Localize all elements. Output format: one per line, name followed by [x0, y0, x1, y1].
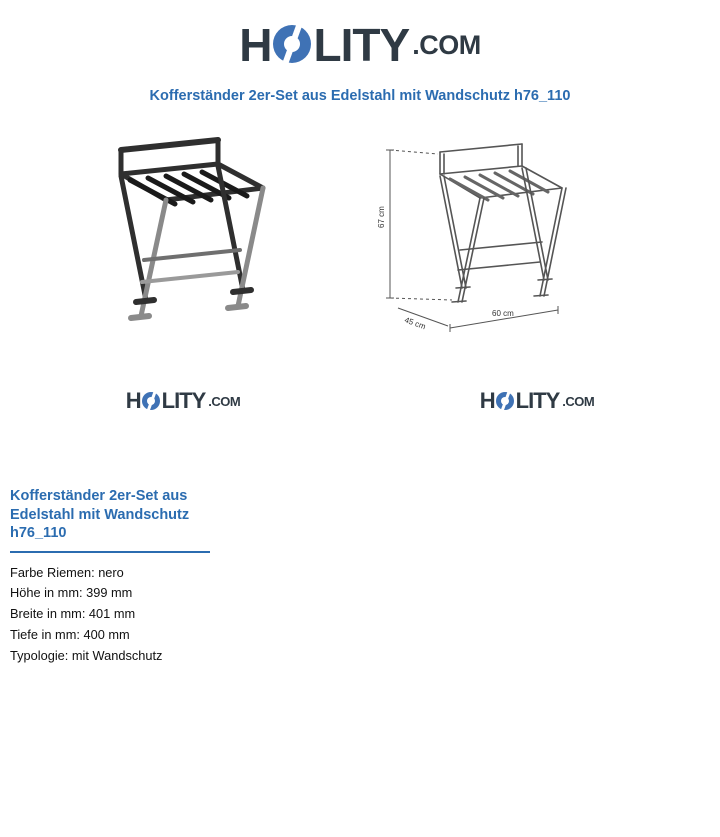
- page-title: Kofferständer 2er-Set aus Edelstahl mit Wandschutz h76_110: [149, 88, 571, 104]
- product-info: [10, 487, 310, 666]
- spec-row: Höhe in mm: 399 mm: [10, 585, 133, 601]
- holity-logo[interactable]: [239, 19, 481, 71]
- spec-row: Tiefe in mm: 400 mm: [10, 626, 130, 642]
- watermark-word-lity: LITY: [161, 388, 206, 413]
- o-ring-logo-icon: [142, 392, 161, 411]
- product-photo[interactable]: [18, 130, 348, 430]
- product-title: Kofferständer 2er-Set aus Edelstahl mit Wandschutz h76_110: [10, 488, 190, 542]
- watermark-word-lity: LITY: [515, 388, 560, 413]
- watermark-word-com: .COM: [562, 393, 595, 409]
- watermark-letter-h: H: [125, 388, 141, 413]
- technical-drawing-graphic: [372, 130, 702, 390]
- spec-row: Farbe Riemen: nero: [10, 564, 124, 580]
- spec-row: Breite in mm: 401 mm: [10, 606, 136, 622]
- watermark: [372, 390, 702, 412]
- watermark-word-com: .COM: [208, 393, 241, 409]
- logo-letter-h: H: [239, 19, 272, 71]
- o-ring-logo-icon: [496, 392, 515, 411]
- dimension-width-label: 60 cm: [492, 309, 514, 318]
- logo-word-com: .COM: [412, 29, 481, 60]
- product-specs: [10, 563, 310, 667]
- dimension-depth-label: 45 cm: [403, 315, 427, 332]
- title-divider: [10, 551, 210, 553]
- technical-drawing[interactable]: [372, 130, 702, 430]
- watermark: [18, 390, 348, 412]
- site-logo[interactable]: [0, 0, 720, 71]
- spec-row: Typologie: mit Wandschutz: [10, 647, 163, 663]
- dimension-height-label: 67 cm: [377, 206, 386, 228]
- logo-word-lity: LITY: [313, 19, 410, 71]
- product-images: [0, 130, 720, 430]
- product-photo-graphic: [18, 130, 348, 390]
- o-ring-logo-icon: [273, 25, 313, 65]
- watermark-letter-h: H: [479, 388, 495, 413]
